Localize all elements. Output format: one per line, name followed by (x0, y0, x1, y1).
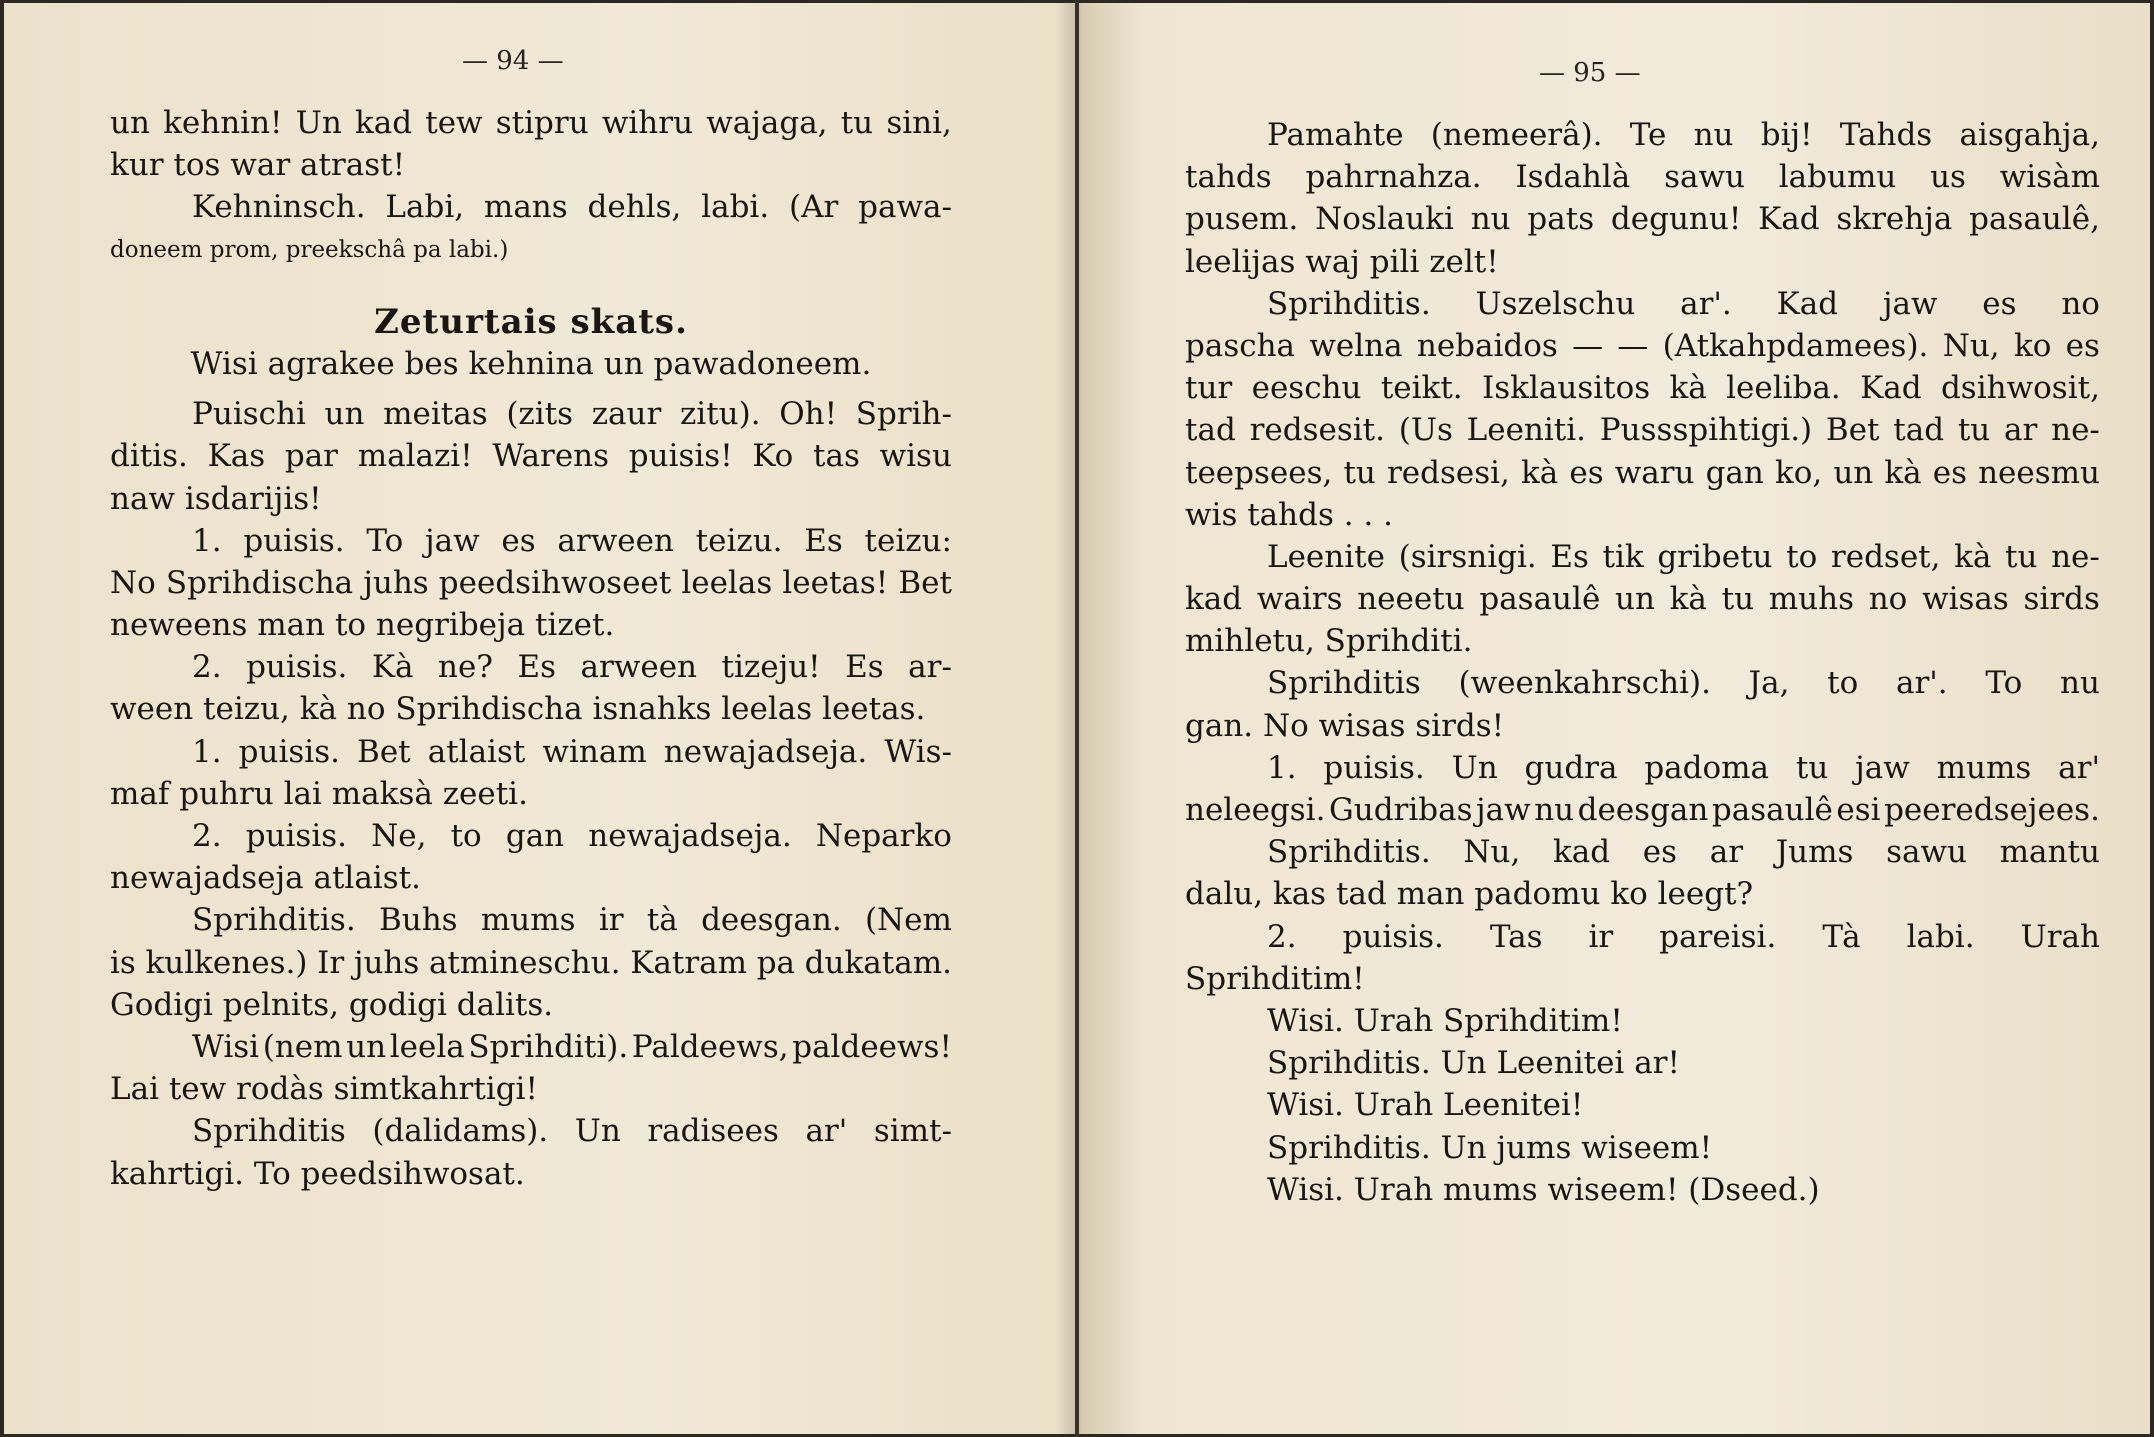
text-line: newajadseja atlaist. (110, 860, 421, 897)
word: kà (1669, 370, 1707, 407)
word: gan (505, 818, 565, 854)
word: Sprihditis (1267, 665, 1421, 702)
left-page-text (110, 102, 952, 1195)
text-line (1185, 831, 2100, 873)
word: tu (840, 105, 874, 141)
word: pawa- (858, 189, 952, 226)
word: juhs (353, 944, 420, 981)
word: Es (1550, 538, 1589, 575)
word: labi. (1906, 918, 1975, 955)
word: tu (1957, 412, 1991, 449)
word: tu (1343, 454, 1376, 491)
word: padoma (1644, 749, 1770, 786)
word: sirds (2023, 581, 2100, 618)
word: redsesi, (1386, 454, 1510, 491)
word: ar' (805, 1113, 848, 1150)
word: us (1930, 159, 1966, 196)
text-line: Lai tew rodàs simtkahrtigi! (110, 1071, 538, 1108)
word: Oh! (779, 396, 838, 433)
word: Sprihditis (192, 1113, 346, 1150)
word: un (324, 396, 365, 433)
word: — (1572, 327, 1604, 364)
word: stipru (495, 105, 589, 141)
word: pa (756, 944, 796, 981)
word: To (366, 522, 404, 559)
page-number-left: — 94 — (462, 46, 564, 76)
text-line: Wisi agrakee bes kehnina un pawadoneem. (190, 345, 872, 382)
word: ko, (1774, 454, 1823, 491)
word: (nemeerâ). (1430, 117, 1603, 153)
text-line (110, 899, 952, 941)
word: mans (483, 189, 568, 226)
text-line: dalu, kas tad man padomu ko leegt? (1185, 876, 1754, 913)
word: atmineschu. (428, 944, 621, 981)
word: Pussspihtigi.) (1599, 412, 1813, 449)
text-line (110, 646, 952, 688)
text-line (1185, 662, 2100, 704)
word: Bet (898, 564, 952, 601)
word: tur (1185, 370, 1233, 407)
text-line (110, 1026, 952, 1068)
word: (sirsnigi. (1398, 538, 1537, 575)
word: kad (1552, 834, 1611, 871)
word: ar'. (1895, 665, 1948, 702)
word: esi (1836, 792, 1881, 828)
text-line (1185, 916, 2100, 958)
page-number-right: — 95 — (1539, 58, 1641, 88)
word: tu (1795, 749, 1829, 786)
word: degunu! (1610, 201, 1742, 238)
word: tà (646, 902, 678, 939)
word: un (346, 1028, 387, 1065)
word: redset, (1830, 538, 1941, 575)
spacer (110, 385, 952, 393)
word: kad (354, 105, 413, 141)
word: Ja, (1748, 665, 1790, 702)
word: nu (1693, 117, 1734, 153)
word: no (1868, 581, 1908, 618)
word: Te (1629, 117, 1667, 153)
word: peedsihwoseet (438, 564, 672, 601)
word: ar (1709, 834, 1744, 871)
word: juhs (363, 564, 429, 601)
text-line: Wisi. Urah Leenitei! (1267, 1087, 1584, 1124)
word: tu (2005, 538, 2038, 575)
word: pasaulê (1479, 581, 1601, 618)
word: kà (1520, 454, 1559, 491)
word: Ko (752, 438, 794, 475)
text-line (110, 815, 952, 857)
word: gan (1705, 454, 1764, 491)
word: (nem (262, 1028, 343, 1065)
word: zitu). (679, 396, 761, 433)
word: teizu. (695, 522, 783, 559)
word: kehnin! (163, 105, 283, 141)
word: dsihwosit, (1940, 370, 2100, 407)
word: is (110, 944, 136, 981)
word: es (501, 522, 536, 559)
word: (Us (1398, 412, 1453, 449)
word: Tas (1489, 918, 1543, 955)
word: Labi, (385, 189, 465, 226)
word: ne- (2051, 412, 2100, 449)
word: Ne, (371, 818, 427, 854)
word: labumu (1778, 159, 1897, 196)
word: Kad (1860, 370, 1922, 407)
word: Nu, (1942, 327, 2000, 364)
text-line: Sprihditis. Un jums wiseem! (1267, 1129, 1713, 1166)
word: neeetu (1357, 581, 1465, 618)
word: — (1617, 327, 1649, 364)
word: Kad (1758, 201, 1820, 238)
word: Katram (630, 944, 748, 981)
word: puisis. (238, 733, 340, 770)
text-line (1185, 789, 2100, 831)
word: es (1932, 454, 1967, 491)
word: Bet (1825, 412, 1880, 449)
word: kà (1669, 581, 1707, 618)
text-line (110, 393, 952, 435)
word: puisis. (1323, 749, 1425, 786)
word: Pamahte (1267, 117, 1404, 153)
word: Buhs (378, 902, 458, 939)
word: Neparko (815, 818, 952, 854)
word: Sprihditis. (192, 902, 356, 939)
word: Kehninsch. (192, 189, 366, 226)
word: Bet (357, 733, 411, 770)
word: es (1982, 285, 2017, 322)
word: jaw (1882, 285, 1938, 322)
word: teikt. (1380, 370, 1463, 407)
text-line: gan. No wisas sirds! (1185, 707, 1505, 744)
word: muhs (1768, 581, 1855, 618)
word: Jums (1775, 834, 1854, 871)
word: tas (813, 438, 860, 475)
word: wajaga, (706, 105, 828, 141)
word: Isklausitos (1482, 370, 1651, 407)
word: Tà (1822, 918, 1861, 955)
word: puisis. (243, 522, 345, 559)
word: pasaulê, (1969, 201, 2100, 238)
word: leelas (681, 564, 773, 601)
text-line (1185, 409, 2100, 451)
text-line (1185, 452, 2100, 494)
word: waru (1614, 454, 1695, 491)
word: arween (557, 522, 674, 559)
word: un (1615, 581, 1655, 618)
word: neesmu (1978, 454, 2100, 491)
word: pats (1527, 201, 1595, 238)
word: mums (1936, 749, 2032, 786)
word: newajadseja. (663, 733, 868, 770)
word: to (450, 818, 482, 854)
word: ar'. (1680, 285, 1732, 322)
word: eeschu (1251, 370, 1362, 407)
word: (Ar (789, 189, 839, 226)
word: nu (2060, 665, 2100, 702)
word: ir (598, 902, 624, 939)
word: ne? (438, 649, 493, 686)
word: nebaidos (1416, 327, 1558, 364)
text-line (1185, 747, 2100, 789)
word: puisis. (246, 649, 348, 686)
word: sini, (886, 105, 952, 141)
word: ditis. (110, 438, 188, 475)
word: tahds (1185, 159, 1272, 196)
word: sawu (1664, 159, 1745, 196)
word: Isdahlà (1515, 159, 1631, 196)
word: Tahds (1839, 117, 1933, 153)
text-line (110, 186, 952, 228)
spacer (110, 271, 952, 301)
word: puisis! (628, 438, 733, 475)
word: wisàm (1999, 159, 2100, 196)
word: 1. (192, 733, 222, 770)
word: Sprihditi). (468, 1028, 629, 1065)
word: arween (580, 649, 698, 686)
text-line (1185, 367, 2100, 409)
word: mantu (1999, 834, 2100, 871)
word: 2. (192, 649, 222, 686)
word: gribetu (1657, 538, 1773, 575)
word: tew (425, 105, 483, 141)
word: kà (1884, 454, 1922, 491)
text-line (110, 1110, 952, 1152)
text-line: Sprihditim! (1185, 960, 1365, 997)
word: pascha (1185, 327, 1296, 364)
word: newajadseja. (588, 818, 792, 854)
text-line: kahrtigi. To peedsihwosat. (110, 1155, 525, 1192)
word: skrehja (1836, 201, 1953, 238)
word: puisis. (245, 818, 348, 854)
word: Es (804, 522, 843, 559)
word: teizu: (864, 522, 952, 559)
text-line (110, 731, 952, 773)
text-line: wis tahds . . . (1185, 496, 1393, 533)
word: tu (1721, 581, 1755, 618)
text-line (1185, 578, 2100, 620)
text-line: ween teizu, kà no Sprihdischa isnahks leelas leetas. (110, 691, 926, 728)
word: nu (1470, 201, 1511, 238)
word: ko (2013, 327, 2052, 364)
word: (Atkahpdamees). (1662, 327, 1929, 364)
word: ne- (2051, 538, 2100, 575)
word: Noslauki (1315, 201, 1454, 238)
word: kulkenes.) (145, 944, 308, 981)
word: dukatam. (804, 944, 952, 981)
word: to (1827, 665, 1859, 702)
word: deesgan (1577, 792, 1709, 828)
text-line: kur tos war atrast! (110, 147, 406, 184)
word: un (110, 105, 150, 141)
word: 1. (1267, 749, 1297, 786)
word: dehls, (587, 189, 682, 226)
word: Leeniti. (1466, 412, 1587, 449)
right-page-text (1185, 114, 2100, 1211)
word: Urah (2020, 918, 2100, 955)
text-line: maf puhru lai maksà zeeti. (110, 775, 528, 812)
word: Uszelschu (1475, 285, 1636, 322)
word: paldeews! (792, 1028, 952, 1065)
word: Wisi (192, 1028, 260, 1065)
word: no (2061, 285, 2100, 322)
word: Sprih- (855, 396, 952, 433)
word: Un (574, 1113, 621, 1150)
word: bij! (1760, 117, 1813, 153)
word: sawu (1886, 834, 1967, 871)
word: Ir (317, 944, 345, 981)
word: deesgan. (701, 902, 842, 939)
word: puisis. (1342, 918, 1444, 955)
word: Sprihditis. (1267, 285, 1431, 322)
text-line: Sprihditis. Un Leenitei ar! (1267, 1045, 1680, 1082)
word: pasaulê (1711, 792, 1833, 828)
word: Gudribas (1328, 792, 1473, 828)
word: simt- (873, 1113, 952, 1150)
word: (weenkahrschi). (1458, 665, 1711, 702)
word: kad (1185, 581, 1243, 618)
word: Kad (1776, 285, 1839, 322)
word: zaur (591, 396, 662, 433)
word: 2. (1267, 918, 1297, 955)
word: nu (1534, 792, 1575, 828)
word: Paldeews, (631, 1028, 789, 1065)
word: Wis- (884, 733, 952, 770)
word: un (1833, 454, 1874, 491)
text-line (110, 102, 952, 144)
word: wairs (1256, 581, 1343, 618)
text-line (1185, 536, 2100, 578)
word: 1. (192, 522, 222, 559)
word: Nu, (1463, 834, 1521, 871)
word: Un (295, 105, 342, 141)
right-page (1077, 0, 2154, 1437)
text-line (110, 435, 952, 477)
word: neleegsi. (1185, 792, 1326, 828)
word: leela (389, 1028, 465, 1065)
text-line: mihletu, Sprihditi. (1185, 623, 1473, 660)
word: tad (1893, 412, 1945, 449)
word: kà (1954, 538, 1992, 575)
word: wihru (601, 105, 694, 141)
word: peeredsejees. (1884, 792, 2100, 828)
word: Un (1451, 749, 1498, 786)
word: Warens (492, 438, 610, 475)
word: Es (517, 649, 557, 686)
word: radisees (647, 1113, 779, 1150)
word: pusem. (1185, 201, 1299, 238)
text-line (1185, 325, 2100, 367)
word: ar- (908, 649, 952, 686)
word: (zits (506, 396, 574, 433)
word: wisu (879, 438, 952, 475)
word: teepsees, (1185, 454, 1333, 491)
word: welna (1309, 327, 1403, 364)
word: par (284, 438, 338, 475)
word: winam (542, 733, 647, 770)
word: ar' (2058, 749, 2100, 786)
text-line (1185, 156, 2100, 198)
word: Leenite (1267, 538, 1385, 575)
word: To (1985, 665, 2023, 702)
word: labi. (701, 189, 770, 226)
text-line (1185, 198, 2100, 240)
word: atlaist (427, 733, 526, 770)
word: tik (1602, 538, 1644, 575)
word: Kas (207, 438, 266, 475)
word: wisas (1922, 581, 2009, 618)
word: 2. (192, 818, 222, 854)
word: es (1642, 834, 1678, 871)
scene-heading: Zeturtais skats. (374, 301, 688, 342)
text-line: naw isdarijis! (110, 480, 322, 517)
word: jaw (1855, 749, 1910, 786)
word: pahrnahza. (1305, 159, 1482, 196)
text-line (1185, 283, 2100, 325)
word: ir (1588, 918, 1614, 955)
word: tad (1185, 412, 1236, 449)
word: to (1786, 538, 1818, 575)
word: aisgahja, (1959, 117, 2100, 153)
word: gudra (1524, 749, 1618, 786)
word: mums (480, 902, 576, 939)
text-line (110, 520, 952, 562)
word: Kà (371, 649, 414, 686)
word: Sprihdischa (165, 564, 354, 601)
text-line: Wisi. Urah mums wiseem! (Dseed.) (1267, 1171, 1820, 1208)
word: es (2065, 327, 2100, 364)
text-line (110, 562, 952, 604)
word: (dalidams). (372, 1113, 549, 1150)
text-line: Wisi. Urah Sprihditim! (1267, 1002, 1623, 1039)
word: es (1569, 454, 1604, 491)
word: jaw (425, 522, 480, 559)
word: pareisi. (1659, 918, 1777, 955)
word: redsesit. (1249, 412, 1385, 449)
text-line: doneem prom, preekschâ pa labi.) (110, 236, 509, 263)
text-line: Godigi pelnits, godigi dalits. (110, 986, 554, 1023)
word: tizeju! (721, 649, 821, 686)
word: No (110, 564, 156, 601)
word: ar (2004, 412, 2038, 449)
word: (Nem (864, 902, 952, 939)
word: Sprihditis. (1267, 834, 1431, 871)
word: jaw (1476, 792, 1531, 828)
text-line: neweens man to negribeja tizet. (110, 607, 615, 644)
word: Es (845, 649, 884, 686)
word: Puischi (192, 396, 306, 433)
text-line (1185, 114, 2100, 156)
word: leetas! (782, 564, 889, 601)
text-line (110, 942, 952, 984)
word: leeliba. (1726, 370, 1841, 407)
text-line: leelijas waj pili zelt! (1185, 243, 1499, 280)
word: meitas (383, 396, 488, 433)
word: malazi! (357, 438, 473, 475)
